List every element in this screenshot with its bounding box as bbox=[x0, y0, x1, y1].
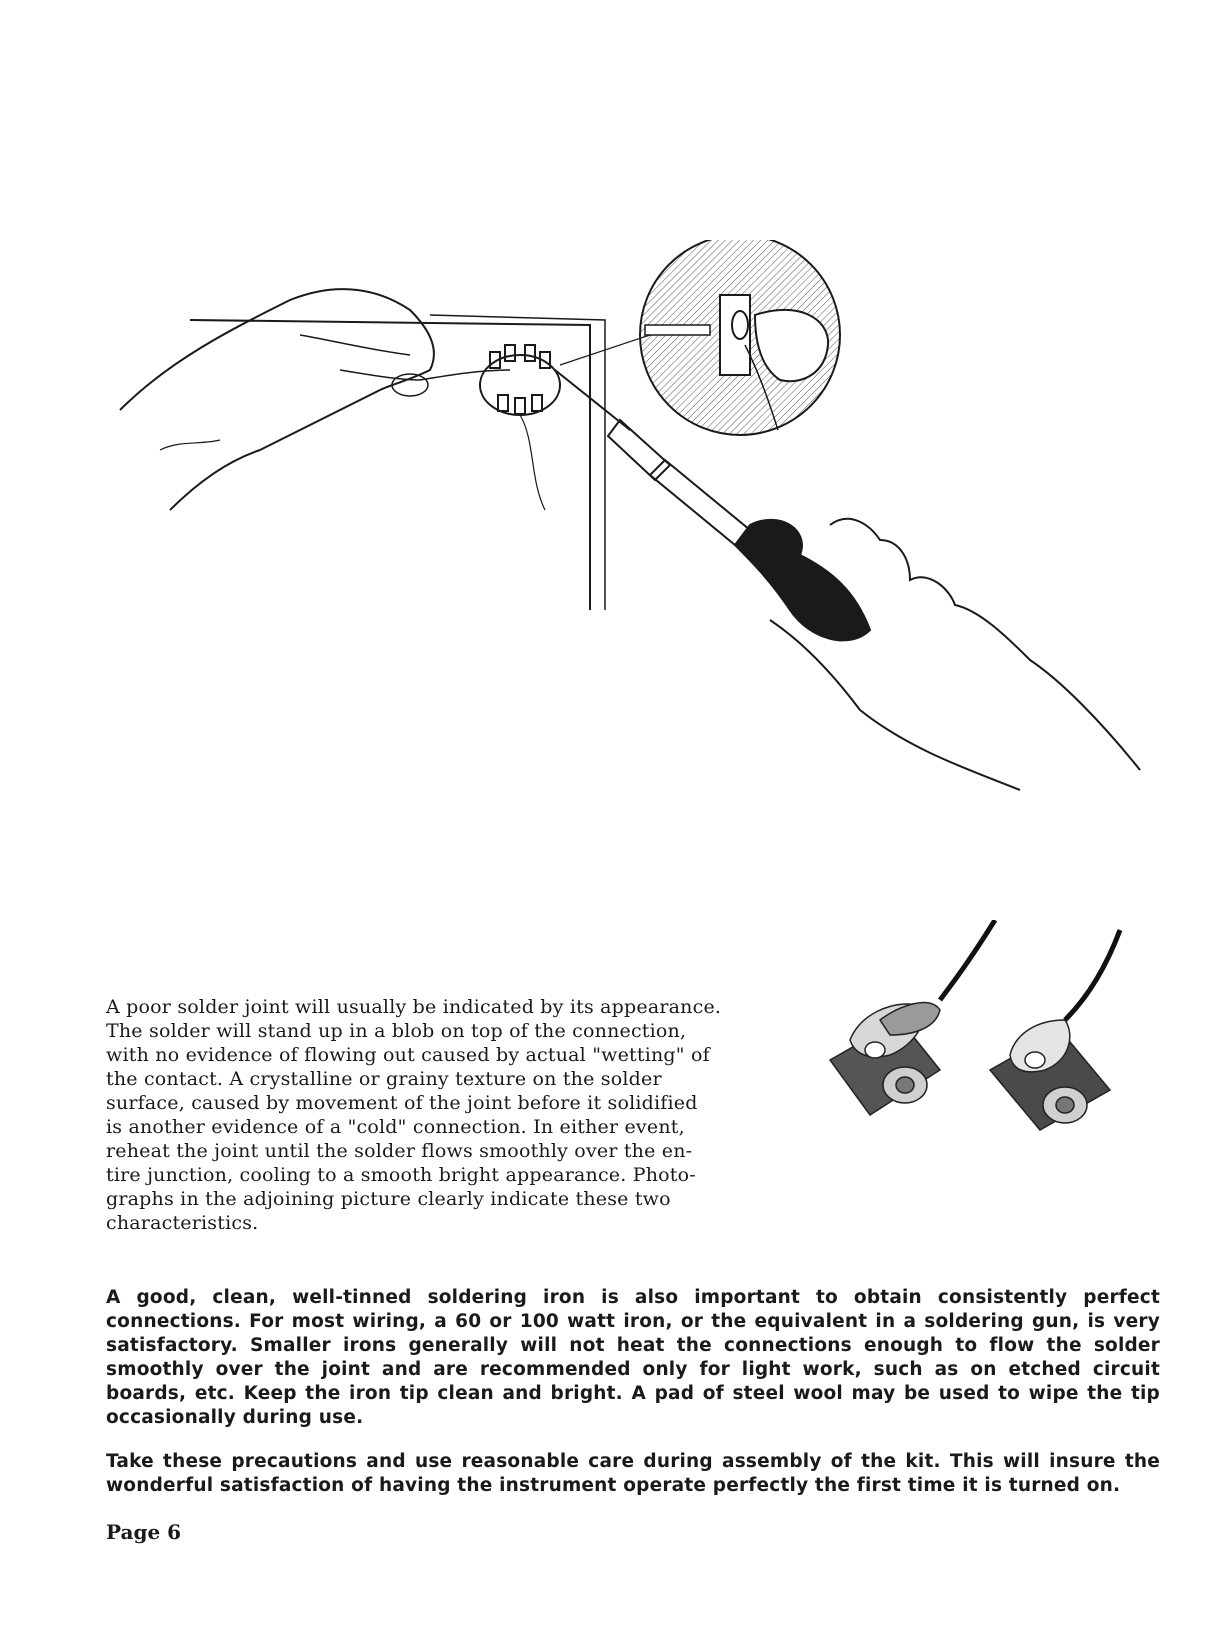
page-number: Page 6 bbox=[106, 1520, 182, 1544]
solder-wire bbox=[420, 370, 510, 380]
right-hand bbox=[770, 519, 1140, 790]
para-1-line: with no evidence of flowing out caused by actual "wetting" of bbox=[106, 1044, 710, 1066]
para-1-line: is another evidence of a "cold" connection. In either event, bbox=[106, 1116, 685, 1138]
para-1-line: A poor solder joint will usually be indicated by its appearance. bbox=[106, 996, 722, 1018]
chassis-edge bbox=[190, 320, 590, 610]
tube-socket bbox=[480, 345, 560, 510]
para-1-line: surface, caused by movement of the joint before it solidified bbox=[106, 1092, 698, 1114]
para-1-line: reheat the joint until the solder flows smoothly over the en- bbox=[106, 1140, 693, 1162]
solder-joints-photo bbox=[820, 920, 1160, 1140]
para-1-line: graphs in the adjoining picture clearly indicate these two bbox=[106, 1188, 671, 1210]
soldering-illustration bbox=[110, 240, 1190, 840]
para-1-line: tire junction, cooling to a smooth bright appearance. Photo- bbox=[106, 1164, 696, 1186]
poor-joint-sample bbox=[830, 920, 995, 1115]
precautions-paragraph: Take these precautions and use reasonable care during assembly of the kit. This will insure the wonderful satisfaction of having the instrument operate perfectly the first time it is turned on. bbox=[106, 1451, 1160, 1496]
soldering-iron-paragraph: A good, clean, well-tinned soldering iron is also important to obtain consistently perfect connections. For most wiring, a 60 or 100 watt iron, or the equivalent in a soldering gun, is very satisfactory. Smaller irons generally will not heat the connections enough to flow the solder smoothly over the joint and are recommended only for light work, such as on etched circuit boards, etc. Keep the iron tip clean and bright. A pad of steel wool may be used to wipe the tip occasionally during use. bbox=[106, 1287, 1160, 1428]
para-1-line: characteristics. bbox=[106, 1212, 259, 1234]
poor-solder-joint-paragraph bbox=[106, 995, 758, 1235]
magnified-inset bbox=[640, 240, 840, 435]
good-joint-sample bbox=[990, 930, 1120, 1130]
para-1-line: The solder will stand up in a blob on top of the connection, bbox=[106, 1020, 687, 1042]
para-1-line: the contact. A crystalline or grainy texture on the solder bbox=[106, 1068, 662, 1090]
